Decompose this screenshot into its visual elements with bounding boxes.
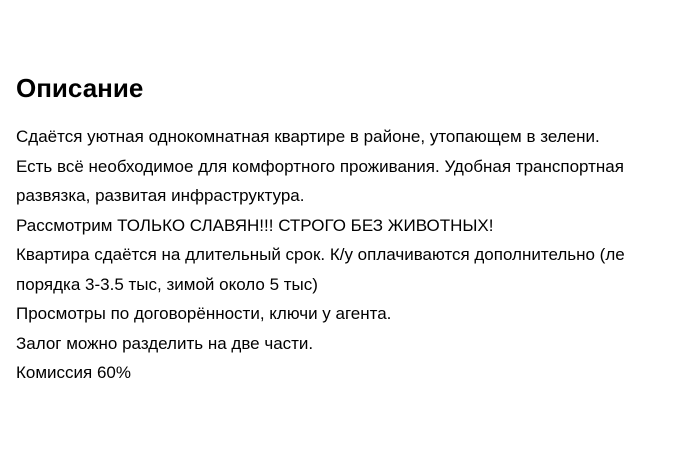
description-body — [16, 122, 700, 388]
description-line: Просмотры по договорённости, ключи у агента. — [16, 304, 392, 323]
section-title: Описание — [16, 73, 144, 103]
description-line: Залог можно разделить на две части. — [16, 333, 314, 353]
description-line: Сдаётся уютная однокомнатная квартире в районе, утопающем в зелени. — [16, 127, 600, 146]
description-line: порядка 3-3.5 тыс, зимой около 5 тыс) — [16, 274, 318, 294]
description-line: Комиссия 60% — [16, 363, 131, 382]
description-line: развязка, развитая инфраструктура. — [16, 186, 305, 205]
description-line: Есть всё необходимое для комфортного проживания. Удобная транспортная — [16, 156, 624, 176]
description-line: Рассмотрим ТОЛЬКО СЛАВЯН!!! СТРОГО БЕЗ ЖИВОТНЫХ! — [16, 215, 494, 235]
description-section — [16, 68, 700, 388]
description-line: Квартира сдаётся на длительный срок. К/у оплачиваются дополнительно (ле — [16, 245, 625, 264]
